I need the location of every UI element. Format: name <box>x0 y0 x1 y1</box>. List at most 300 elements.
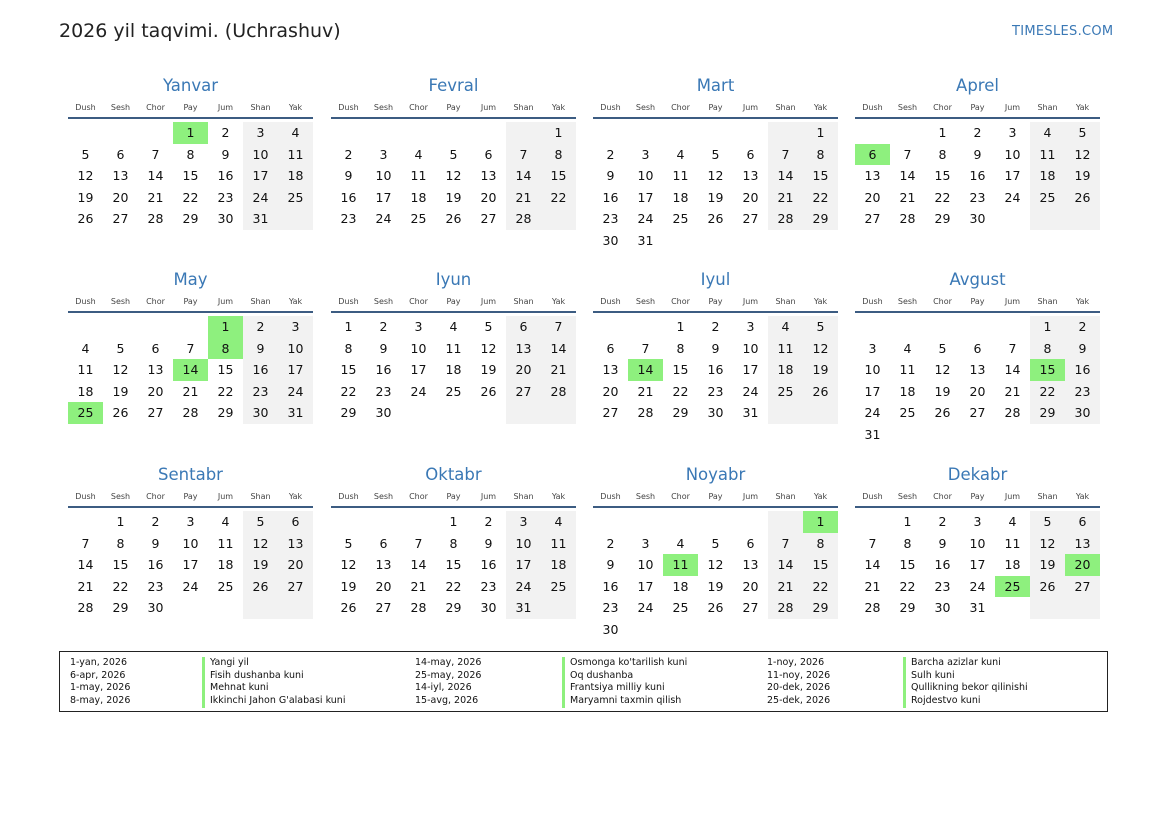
day-cell: 8 <box>816 146 825 162</box>
day-cell: 26 <box>252 578 269 594</box>
day-cell: 2 <box>484 514 493 529</box>
day-cell: 24 <box>182 578 199 594</box>
day-cell: 14 <box>864 557 881 573</box>
day-cell: 18 <box>1004 557 1021 573</box>
day-cell: 4 <box>449 319 458 334</box>
header-rule <box>68 311 313 313</box>
day-cell: 6 <box>519 319 528 334</box>
day-cell: 9 <box>606 168 615 184</box>
header-rule <box>331 117 576 119</box>
weekday-header: Jum <box>217 492 234 501</box>
day-cell: 7 <box>903 146 912 162</box>
legend-holiday-name: Barcha azizlar kuni <box>903 657 1028 670</box>
day-cell: 28 <box>77 600 94 616</box>
day-cell: 10 <box>864 362 881 378</box>
weekday-header: Shan <box>513 297 534 306</box>
day-cell: 18 <box>1039 168 1056 184</box>
weekday-header: Jum <box>1004 297 1021 306</box>
day-cell: 7 <box>414 535 423 551</box>
day-cell: 23 <box>1074 383 1091 399</box>
day-cell: 4 <box>676 146 685 162</box>
weekday-header: Yak <box>288 103 303 112</box>
day-cell: 6 <box>484 146 493 162</box>
month-name: Dekabr <box>947 465 1008 484</box>
legend-date: 14-iyl, 2026 <box>415 682 472 694</box>
weekday-header: Yak <box>813 492 828 501</box>
day-cell: 31 <box>252 211 269 227</box>
day-cell: 17 <box>252 168 269 184</box>
day-cell: 7 <box>519 146 528 162</box>
day-cell: 7 <box>186 340 195 356</box>
day-cell: 15 <box>182 168 199 184</box>
holiday-day-cell: 6 <box>855 144 890 166</box>
day-cell: 24 <box>252 189 269 205</box>
day-cell: 16 <box>252 362 269 378</box>
day-cell: 13 <box>112 168 129 184</box>
weekday-header: Pay <box>970 103 985 112</box>
weekday-header: Shan <box>775 297 796 306</box>
weekday-header: Pay <box>708 297 723 306</box>
day-cell: 18 <box>77 383 94 399</box>
day-cell: 2 <box>379 319 388 334</box>
day-cell: 3 <box>641 535 650 551</box>
day-cell: 27 <box>969 405 986 421</box>
day-cell: 8 <box>186 146 195 162</box>
weekday-header: Yak <box>1075 492 1090 501</box>
day-cell: 2 <box>606 146 615 162</box>
legend-date: 1-may, 2026 <box>70 682 131 694</box>
day-cell: 20 <box>515 362 532 378</box>
day-cell: 17 <box>742 362 759 378</box>
day-cell: 5 <box>938 340 947 356</box>
day-cell: 16 <box>375 362 392 378</box>
day-cell: 27 <box>515 383 532 399</box>
day-cell: 21 <box>515 189 532 205</box>
weekday-header: Shan <box>1037 103 1058 112</box>
day-cell: 24 <box>742 383 759 399</box>
day-cell: 21 <box>1004 383 1021 399</box>
day-cell: 6 <box>151 340 160 356</box>
weekday-header: Shan <box>250 492 271 501</box>
legend-holiday-name: Qullikning bekor qilinishi <box>903 682 1028 695</box>
legend-holiday-name: Sulh kuni <box>903 670 1028 683</box>
day-cell: 5 <box>256 514 265 529</box>
weekday-header: Jum <box>742 103 759 112</box>
day-cell: 25 <box>899 405 916 421</box>
weekday-header: Chor <box>409 492 428 501</box>
day-cell: 13 <box>375 557 392 573</box>
day-cell: 26 <box>812 383 829 399</box>
month-name: Sentabr <box>158 465 223 484</box>
day-cell: 6 <box>291 514 300 529</box>
day-cell: 15 <box>899 557 916 573</box>
day-cell: 7 <box>1008 340 1017 356</box>
holiday-day-cell: 14 <box>173 359 208 381</box>
day-cell: 21 <box>182 383 199 399</box>
weekday-header: Sesh <box>897 492 918 501</box>
day-cell: 13 <box>969 362 986 378</box>
day-cell: 11 <box>1004 535 1021 551</box>
legend-names-col-2 <box>562 657 687 708</box>
day-cell: 5 <box>1078 125 1087 140</box>
day-cell: 17 <box>1004 168 1021 184</box>
day-cell: 27 <box>742 600 759 616</box>
weekday-header: Chor <box>409 103 428 112</box>
day-cell: 26 <box>934 405 951 421</box>
day-cell: 10 <box>182 535 199 551</box>
weekday-header: Jum <box>742 297 759 306</box>
day-cell: 5 <box>344 535 353 551</box>
weekday-header: Dush <box>338 103 359 112</box>
weekday-header: Dush <box>75 297 96 306</box>
day-cell: 28 <box>777 600 794 616</box>
legend-date: 14-may, 2026 <box>415 657 482 668</box>
weekday-header: Dush <box>600 297 621 306</box>
day-cell: 13 <box>742 168 759 184</box>
day-cell: 29 <box>812 211 829 227</box>
day-cell: 10 <box>1004 146 1021 162</box>
day-cell: 5 <box>484 319 493 334</box>
day-cell: 2 <box>1078 319 1087 334</box>
day-cell: 4 <box>221 514 230 529</box>
weekday-header: Jum <box>1004 492 1021 501</box>
day-cell: 24 <box>515 578 532 594</box>
day-cell: 16 <box>480 557 497 573</box>
day-cell: 30 <box>934 600 951 616</box>
month-name: Fevral <box>428 76 479 95</box>
month-name: Iyun <box>435 270 472 289</box>
holiday-day-cell: 11 <box>663 554 698 576</box>
holiday-day-cell: 20 <box>1065 554 1100 576</box>
day-cell: 30 <box>217 211 234 227</box>
day-cell: 4 <box>903 340 912 356</box>
day-cell: 14 <box>550 340 567 356</box>
legend-holiday-name: Rojdestvo kuni <box>903 695 1028 708</box>
holiday-day-cell: 1 <box>803 511 838 533</box>
weekday-header: Jum <box>1004 103 1021 112</box>
day-cell: 24 <box>969 578 986 594</box>
day-cell: 16 <box>707 362 724 378</box>
day-cell: 25 <box>672 211 689 227</box>
weekday-header: Pay <box>970 297 985 306</box>
day-cell: 20 <box>480 189 497 205</box>
weekday-header: Dush <box>600 103 621 112</box>
day-cell: 27 <box>602 405 619 421</box>
day-cell: 9 <box>1078 340 1087 356</box>
weekday-header: Shan <box>250 297 271 306</box>
day-cell: 18 <box>550 557 567 573</box>
day-cell: 4 <box>554 514 563 529</box>
day-cell: 5 <box>81 146 90 162</box>
day-cell: 19 <box>340 578 357 594</box>
month-name: Mart <box>696 76 735 95</box>
day-cell: 27 <box>112 211 129 227</box>
day-cell: 9 <box>256 340 265 356</box>
weekday-header: Jum <box>480 492 497 501</box>
day-cell: 7 <box>151 146 160 162</box>
weekday-header: Yak <box>551 492 566 501</box>
day-cell: 9 <box>344 168 353 184</box>
day-cell: 22 <box>934 189 951 205</box>
legend-holiday-name: Oq dushanba <box>562 670 687 683</box>
day-cell: 14 <box>899 168 916 184</box>
day-cell: 20 <box>742 189 759 205</box>
header-rule <box>331 311 576 313</box>
weekday-header: Sesh <box>635 492 656 501</box>
day-cell: 21 <box>899 189 916 205</box>
day-cell: 16 <box>934 557 951 573</box>
weekday-header: Yak <box>288 492 303 501</box>
weekday-header: Jum <box>742 492 759 501</box>
day-cell: 10 <box>252 146 269 162</box>
day-cell: 23 <box>217 189 234 205</box>
day-cell: 1 <box>344 319 353 334</box>
legend-holiday-name: Yangi yil <box>202 657 345 670</box>
day-cell: 21 <box>637 383 654 399</box>
day-cell: 30 <box>602 233 619 248</box>
weekday-header: Shan <box>1037 492 1058 501</box>
day-cell: 18 <box>899 383 916 399</box>
month-name: Aprel <box>956 76 999 95</box>
day-cell: 3 <box>868 340 877 356</box>
weekday-header: Sesh <box>897 103 918 112</box>
day-cell: 23 <box>602 600 619 616</box>
day-cell: 13 <box>147 362 164 378</box>
day-cell: 12 <box>445 168 462 184</box>
day-cell: 8 <box>449 535 458 551</box>
month-name: Oktabr <box>425 465 482 484</box>
day-cell: 9 <box>606 557 615 573</box>
weekday-header: Chor <box>146 103 165 112</box>
day-cell: 8 <box>116 535 125 551</box>
weekday-header: Chor <box>671 297 690 306</box>
day-cell: 23 <box>252 383 269 399</box>
day-cell: 25 <box>777 383 794 399</box>
weekday-header: Pay <box>970 492 985 501</box>
brand-link[interactable]: TIMESLES.COM <box>1012 24 1114 39</box>
day-cell: 18 <box>445 362 462 378</box>
day-cell: 29 <box>1039 405 1056 421</box>
weekday-header: Shan <box>513 103 534 112</box>
day-cell: 28 <box>637 405 654 421</box>
day-cell: 31 <box>515 600 532 616</box>
day-cell: 15 <box>672 362 689 378</box>
day-cell: 28 <box>515 211 532 227</box>
day-cell: 24 <box>375 211 392 227</box>
weekday-header: Dush <box>600 492 621 501</box>
day-cell: 12 <box>480 340 497 356</box>
day-cell: 14 <box>147 168 164 184</box>
day-cell: 19 <box>445 189 462 205</box>
day-cell: 28 <box>410 600 427 616</box>
day-cell: 25 <box>550 578 567 594</box>
day-cell: 10 <box>742 340 759 356</box>
day-cell: 25 <box>217 578 234 594</box>
day-cell: 22 <box>112 578 129 594</box>
day-cell: 19 <box>480 362 497 378</box>
day-cell: 22 <box>899 578 916 594</box>
day-cell: 13 <box>515 340 532 356</box>
day-cell: 21 <box>864 578 881 594</box>
day-cell: 4 <box>781 319 790 334</box>
day-cell: 3 <box>414 319 423 334</box>
day-cell: 3 <box>519 514 528 529</box>
day-cell: 26 <box>707 211 724 227</box>
legend-date: 20-dek, 2026 <box>767 682 831 694</box>
day-cell: 14 <box>515 168 532 184</box>
weekday-header: Sesh <box>635 103 656 112</box>
day-cell: 9 <box>379 340 388 356</box>
day-cell: 30 <box>480 600 497 616</box>
day-cell: 4 <box>1008 514 1017 529</box>
day-cell: 19 <box>934 383 951 399</box>
day-cell: 3 <box>746 319 755 334</box>
day-cell: 26 <box>77 211 94 227</box>
header-rule <box>331 506 576 508</box>
day-cell: 11 <box>410 168 427 184</box>
weekday-header: Pay <box>708 492 723 501</box>
day-cell: 28 <box>899 211 916 227</box>
day-cell: 29 <box>899 600 916 616</box>
weekday-header: Chor <box>671 492 690 501</box>
day-cell: 10 <box>637 168 654 184</box>
day-cell: 29 <box>672 405 689 421</box>
day-cell: 7 <box>868 535 877 551</box>
day-cell: 15 <box>812 168 829 184</box>
legend-names-col-3 <box>903 657 1028 708</box>
day-cell: 19 <box>812 362 829 378</box>
day-cell: 12 <box>112 362 129 378</box>
weekday-header: Sesh <box>110 103 131 112</box>
day-cell: 17 <box>637 578 654 594</box>
day-cell: 2 <box>711 319 720 334</box>
day-cell: 8 <box>903 535 912 551</box>
weekday-header: Pay <box>446 297 461 306</box>
day-cell: 11 <box>77 362 94 378</box>
day-cell: 9 <box>484 535 493 551</box>
day-cell: 28 <box>777 211 794 227</box>
day-cell: 8 <box>1043 340 1052 356</box>
day-cell: 1 <box>816 125 825 140</box>
legend-date: 1-noy, 2026 <box>767 657 825 668</box>
day-cell: 2 <box>221 125 230 140</box>
day-cell: 8 <box>938 146 947 162</box>
day-cell: 9 <box>973 146 982 162</box>
day-cell: 15 <box>217 362 234 378</box>
day-cell: 21 <box>410 578 427 594</box>
day-cell: 1 <box>116 514 125 529</box>
day-cell: 21 <box>550 362 567 378</box>
weekday-header: Yak <box>551 297 566 306</box>
legend-holiday-name: Mehnat kuni <box>202 682 345 695</box>
holiday-day-cell: 1 <box>173 122 208 144</box>
day-cell: 1 <box>903 514 912 529</box>
day-cell: 25 <box>410 211 427 227</box>
day-cell: 13 <box>864 168 881 184</box>
day-cell: 20 <box>602 383 619 399</box>
day-cell: 1 <box>449 514 458 529</box>
day-cell: 24 <box>637 600 654 616</box>
day-cell: 16 <box>217 168 234 184</box>
day-cell: 10 <box>637 557 654 573</box>
legend-holiday-name: Osmonga ko'tarilish kuni <box>562 657 687 670</box>
day-cell: 2 <box>606 535 615 551</box>
day-cell: 19 <box>252 557 269 573</box>
legend-holiday-name: Fisih dushanba kuni <box>202 670 345 683</box>
weekday-header: Sesh <box>897 297 918 306</box>
weekday-header: Chor <box>146 492 165 501</box>
day-cell: 19 <box>1074 168 1091 184</box>
day-cell: 4 <box>291 125 300 140</box>
day-cell: 22 <box>340 383 357 399</box>
day-cell: 30 <box>252 405 269 421</box>
month-name: Yanvar <box>162 76 219 95</box>
day-cell: 20 <box>287 557 304 573</box>
day-cell: 11 <box>672 168 689 184</box>
header-rule <box>68 506 313 508</box>
day-cell: 12 <box>252 535 269 551</box>
day-cell: 19 <box>707 578 724 594</box>
day-cell: 24 <box>864 405 881 421</box>
day-cell: 26 <box>112 405 129 421</box>
day-cell: 6 <box>973 340 982 356</box>
day-cell: 23 <box>934 578 951 594</box>
day-cell: 29 <box>812 600 829 616</box>
day-cell: 26 <box>1039 578 1056 594</box>
day-cell: 29 <box>217 405 234 421</box>
page-title: 2026 yil taqvimi. (Uchrashuv) <box>59 20 341 42</box>
weekday-header: Dush <box>862 297 883 306</box>
day-cell: 28 <box>864 600 881 616</box>
day-cell: 3 <box>641 146 650 162</box>
day-cell: 13 <box>1074 535 1091 551</box>
day-cell: 27 <box>864 211 881 227</box>
day-cell: 14 <box>777 557 794 573</box>
day-cell: 18 <box>672 189 689 205</box>
weekday-header: Dush <box>862 492 883 501</box>
holiday-day-cell: 14 <box>628 359 663 381</box>
day-cell: 11 <box>287 146 304 162</box>
day-cell: 4 <box>676 535 685 551</box>
day-cell: 2 <box>256 319 265 334</box>
day-cell: 16 <box>602 189 619 205</box>
day-cell: 26 <box>1074 189 1091 205</box>
weekday-header: Shan <box>250 103 271 112</box>
legend-dates-col-2 <box>415 657 481 708</box>
weekday-header: Pay <box>183 492 198 501</box>
day-cell: 6 <box>746 535 755 551</box>
day-cell: 25 <box>1039 189 1056 205</box>
holiday-day-cell: 25 <box>995 576 1030 598</box>
day-cell: 22 <box>1039 383 1056 399</box>
day-cell: 20 <box>969 383 986 399</box>
day-cell: 16 <box>602 578 619 594</box>
day-cell: 5 <box>116 340 125 356</box>
day-cell: 11 <box>777 340 794 356</box>
day-cell: 25 <box>445 383 462 399</box>
day-cell: 2 <box>938 514 947 529</box>
day-cell: 20 <box>742 578 759 594</box>
day-cell: 21 <box>777 189 794 205</box>
day-cell: 12 <box>934 362 951 378</box>
day-cell: 27 <box>287 578 304 594</box>
day-cell: 26 <box>445 211 462 227</box>
day-cell: 5 <box>449 146 458 162</box>
day-cell: 7 <box>781 146 790 162</box>
weekday-header: Chor <box>933 297 952 306</box>
day-cell: 10 <box>287 340 304 356</box>
day-cell: 15 <box>112 557 129 573</box>
